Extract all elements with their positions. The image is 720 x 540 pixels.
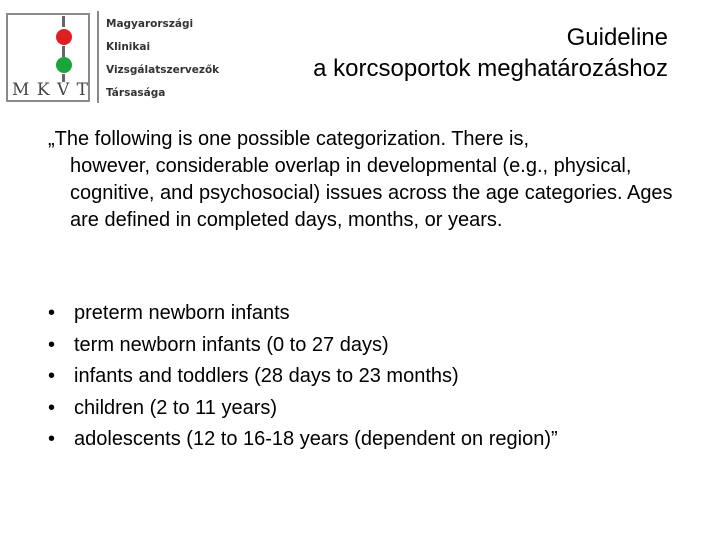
- list-item: • term newborn infants (0 to 27 days): [48, 330, 698, 362]
- logo-box: [6, 13, 90, 102]
- logo-bar: [62, 46, 65, 57]
- intro-paragraph: [48, 126, 678, 234]
- list-item: • infants and toddlers (28 days to 23 months): [48, 361, 698, 393]
- green-dot-icon: [56, 57, 72, 73]
- logo-wordmark: [106, 13, 219, 105]
- logo-line: Vizsgálatszervezők: [106, 64, 220, 76]
- logo-letters: [12, 79, 88, 101]
- intro-first-line: „The following is one possible categorization. There is,: [48, 128, 529, 150]
- logo-line: Magyarországi: [106, 18, 194, 30]
- logo-letter: M: [12, 80, 30, 100]
- list-item: • children (2 to 11 years): [48, 393, 698, 425]
- title-line-1: Guideline: [566, 24, 668, 51]
- red-dot-icon: [56, 29, 72, 45]
- logo-letter: T: [76, 80, 88, 100]
- logo-divider: [97, 11, 99, 103]
- logo-bar: [62, 16, 65, 27]
- list-item: • preterm newborn infants: [48, 298, 698, 330]
- logo-letter: V: [56, 80, 70, 100]
- logo-letter: K: [36, 80, 50, 100]
- logo-line: Klinikai: [106, 41, 151, 53]
- title-line-2: a korcsoportok meghatározáshoz: [313, 55, 668, 82]
- intro-continuation: however, considerable overlap in developmental (e.g., physical, cognitive, and psychosocial) issues across the age categories. Ages are defined in completed days, months, or years.: [70, 155, 673, 231]
- mkvt-logo: [6, 7, 250, 105]
- logo-line: Társasága: [106, 87, 166, 99]
- list-item: • adolescents (12 to 16-18 years (dependent on region)”: [48, 424, 698, 456]
- age-category-list: [48, 298, 698, 456]
- slide-title: [228, 22, 668, 84]
